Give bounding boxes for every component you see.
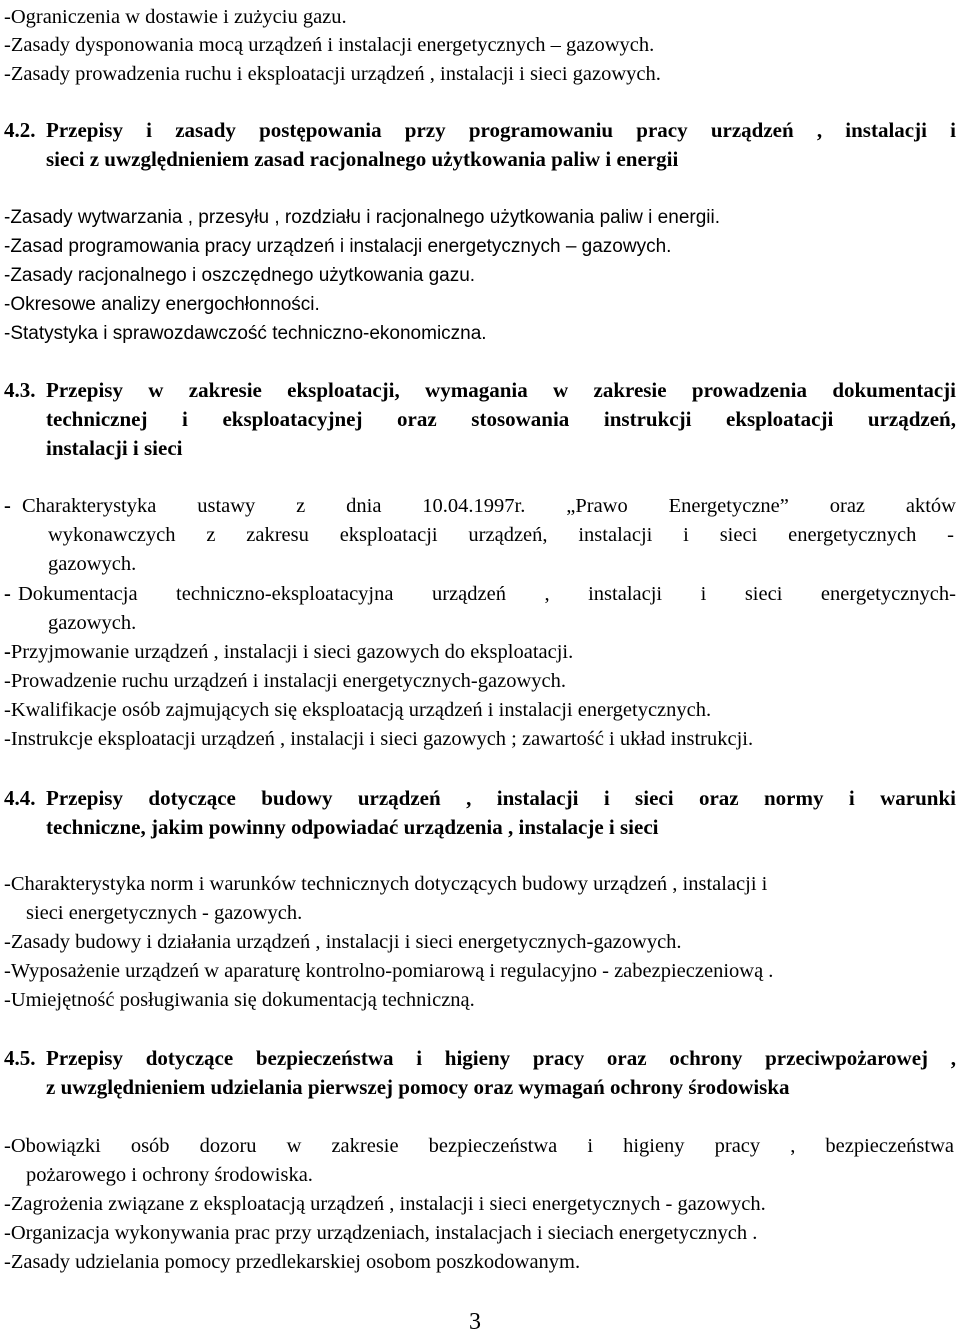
heading-line-2: sieci z uwzględnieniem zasad racjonalnego użytkowania paliw i energii [46, 147, 679, 171]
list-item-text: Przyjmowanie urządzeń , instalacji i sieci gazowych do eksploatacji. [10, 641, 574, 663]
list-item: -Wyposażenie urządzeń w aparaturę kontrolno-pomiarową i regulacyjno - zabezpieczeniową . [4, 960, 774, 982]
list-item: -Instrukcje eksploatacji urządzeń , instalacji i sieci gazowych ; zawartość i układ instrukcji. [4, 728, 754, 750]
list-item: -Okresowe analizy energochłonności. [4, 294, 320, 315]
list-item: -Zasady udzielania pomocy przedlekarskiej osobom poszkodowanym. [4, 1251, 581, 1273]
list-dash: - [4, 495, 11, 517]
list-item-continuation: pożarowego i ochrony środowiska. [26, 1164, 313, 1186]
list-item: -Zasady racjonalnego i oszczędnego użytkowania gazu. [4, 265, 476, 286]
heading-line-1: Przepisy dotyczące budowy urządzeń , instalacji i sieci oraz normy i warunki [46, 786, 956, 810]
list-dash: - [4, 641, 11, 663]
list-item-continuation: wykonawczych z zakresu eksploatacji urządzeń, instalacji i sieci energetycznych - [48, 524, 954, 546]
list-item: -Zasady budowy i działania urządzeń , instalacji i sieci energetycznych-gazowych. [4, 931, 682, 953]
heading-line-1: Przepisy w zakresie eksploatacji, wymagania w zakresie prowadzenia dokumentacji [46, 378, 956, 402]
heading-line-2: techniczne, jakim powinny odpowiadać urządzenia , instalacje i sieci [46, 815, 659, 839]
heading-line-2: z uwzględnieniem udzielania pierwszej pomocy oraz wymagań ochrony środowiska [46, 1075, 790, 1099]
list-item: -Organizacja wykonywania prac przy urządzeniach, instalacjach i sieciach energetycznych . [4, 1222, 758, 1244]
list-item [4, 492, 956, 521]
list-item [4, 638, 573, 667]
list-dash: - [4, 583, 11, 605]
list-item: -Zasad programowania pracy urządzeń i instalacji energetycznych – gazowych. [4, 236, 672, 257]
list-item: -Zagrożenia związane z eksploatacją urządzeń , instalacji i sieci energetycznych - gazowych. [4, 1193, 766, 1215]
list-item: -Prowadzenie ruchu urządzeń i instalacji energetycznych-gazowych. [4, 670, 566, 692]
list-item: -Kwalifikacje osób zajmujących się eksploatacją urządzeń i instalacji energetycznych. [4, 699, 712, 721]
list-item: -Statystyka i sprawozdawczość techniczno-ekonomiczna. [4, 323, 487, 344]
list-item-text: Dokumentacja techniczno-eksploatacyjna urządzeń , instalacji i sieci energetycznych- [18, 583, 956, 605]
section-number: 4.2. [4, 118, 36, 142]
list-item-text: Charakterystyka ustawy z dnia 10.04.1997r. „Prawo Energetyczne” oraz aktów [22, 495, 956, 517]
section-number: 4.5. [4, 1046, 36, 1070]
heading-line-3: instalacji i sieci [46, 436, 183, 460]
page-number: 3 [469, 1309, 481, 1335]
section-number: 4.3. [4, 378, 36, 402]
list-item [4, 580, 956, 609]
intro-line-2: -Zasady dysponowania mocą urządzeń i instalacji energetycznych – gazowych. [4, 34, 655, 56]
list-item: -Umiejętność posługiwania się dokumentacją techniczną. [4, 989, 475, 1011]
list-item: -Charakterystyka norm i warunków technicznych dotyczących budowy urządzeń , instalacji i [4, 873, 768, 895]
section-number: 4.4. [4, 786, 36, 810]
heading-line-2: technicznej i eksploatacyjnej oraz stosowania instrukcji eksploatacji urządzeń, [46, 407, 956, 431]
list-item-continuation: gazowych. [48, 612, 137, 634]
intro-line-1: -Ograniczenia w dostawie i zużyciu gazu. [4, 6, 347, 28]
list-item-continuation: sieci energetycznych - gazowych. [26, 902, 303, 924]
intro-line-3: -Zasady prowadzenia ruchu i eksploatacji urządzeń , instalacji i sieci gazowych. [4, 63, 661, 85]
list-item: -Obowiązki osób dozoru w zakresie bezpieczeństwa i higieny pracy , bezpieczeństwa [4, 1135, 954, 1157]
heading-line-1: Przepisy dotyczące bezpieczeństwa i higieny pracy oraz ochrony przeciwpożarowej , [46, 1046, 956, 1070]
heading-line-1: Przepisy i zasady postępowania przy programowaniu pracy urządzeń , instalacji i [46, 118, 956, 142]
list-item-continuation: gazowych. [48, 553, 137, 575]
list-item: -Zasady wytwarzania , przesyłu , rozdziału i racjonalnego użytkowania paliw i energii. [4, 207, 720, 228]
